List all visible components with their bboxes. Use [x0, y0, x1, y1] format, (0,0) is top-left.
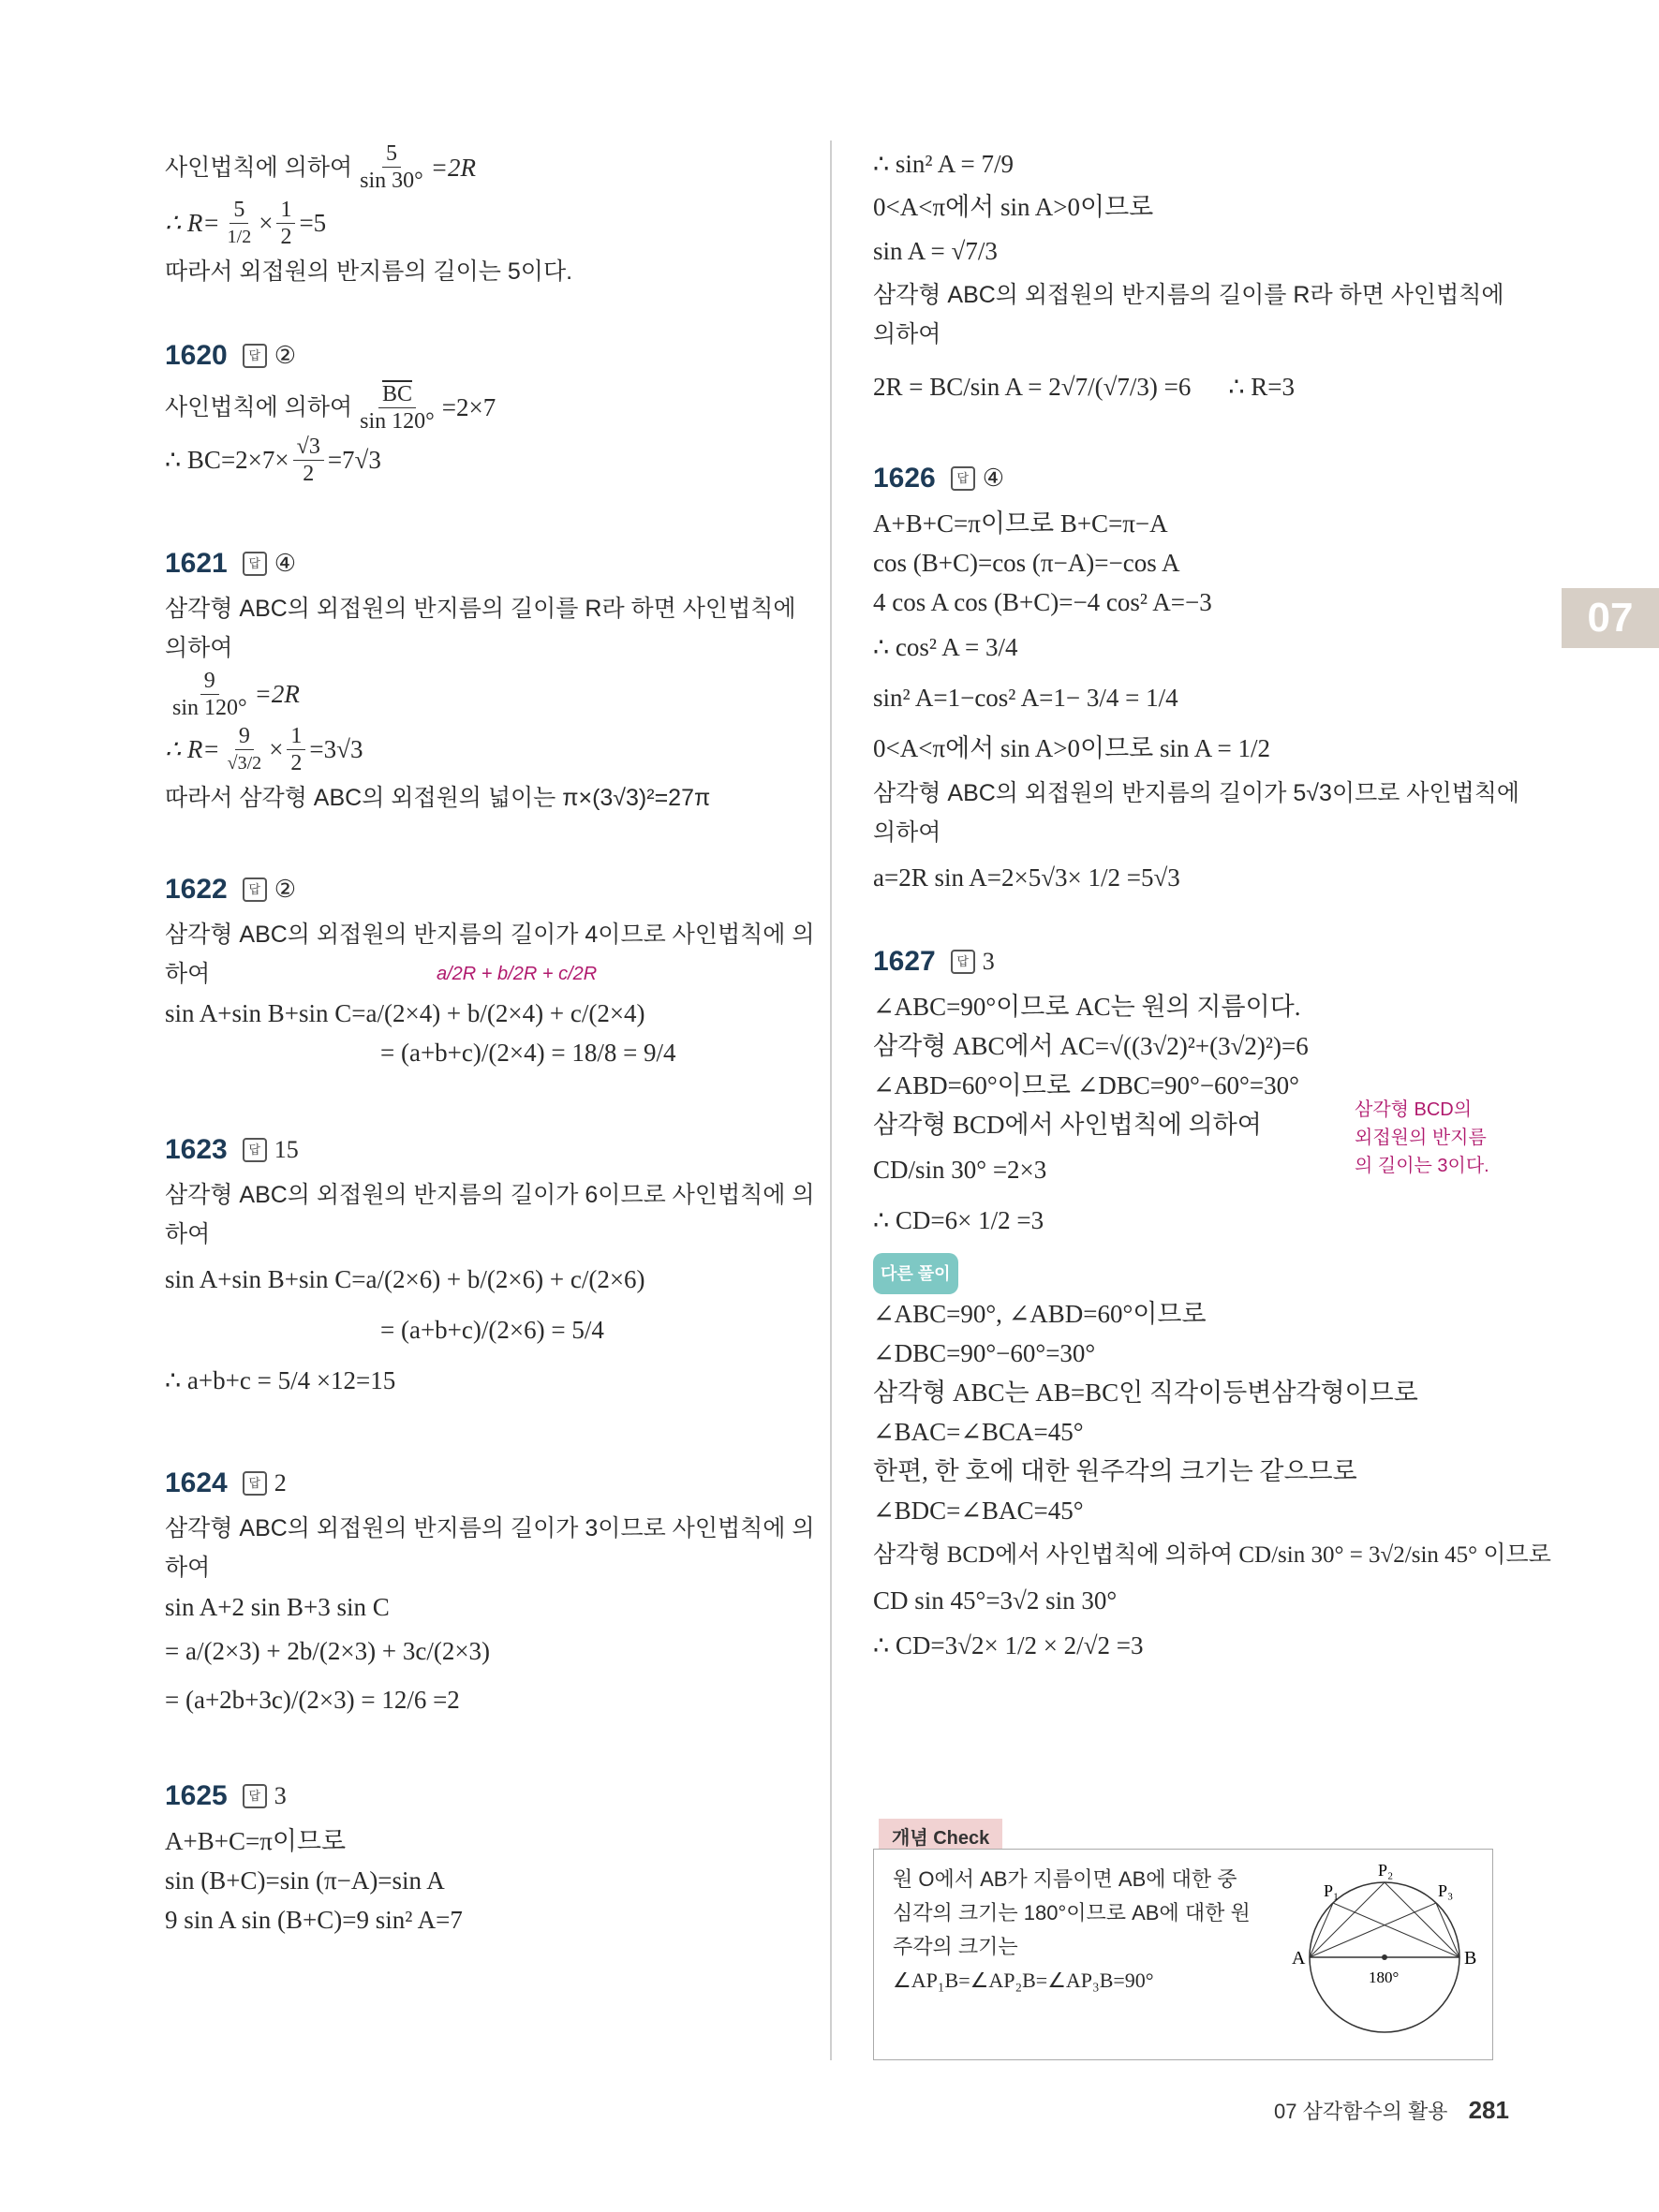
p1627-side-note: 삼각형 BCD의 외접원의 반지름 의 길이는 3이다.	[1355, 1099, 1489, 1176]
intro-fraction: $\frac{5}{\sin 30^\circ}$	[360, 141, 423, 193]
answer-icon: 답	[243, 877, 267, 902]
intro-text: 사인법칙에 의하여	[165, 154, 353, 181]
problem-1620-header: 1620 답 ②	[165, 340, 297, 371]
p1620-line-2: ∴ BC=2×7× $\frac{√3}{2}$ =7√3	[165, 434, 381, 486]
left-column: 사인법칙에 의하여 $\frac{5}{\sin 30^\circ}$ =2R ∴ R= $\frac{5}{1/2}$ × $\frac{1}{2}$ =5 따라서 외접원의 반지름의 길이는 5이다. 1620 답 ② 사인법칙에 의하여 $\frac{\overline{BC}}{\sin 120^\circ}$ =2×7 ∴ BC=2×7× $\frac{√3}{2}$ =7√3 1621 답 ④ 삼각형 ABC의 외접원의 반지름의 길이를 R라 하면 사인법칙에 의하여 $\frac{9}{\sin 120^\circ}$ =2R ∴ R= $\frac{9}{√3/2}$ × $\frac{1}{2}$ =3√3 따라서 삼각형 ABC의 외접원의 넓이는 π×(3√3)²=27π 1622 답 ② 삼각형 ABC의 외접원의 반지름의 길이가 4이므로 사인법칙에 의 하여 a/2R + b/2R + c/2R sin A+sin B+sin C= a/(2×4) + b/(2×4) + c/(2×4) = (a+b+c)/(2×4) = 18/8 = 9/4 1623 답 15 삼각형 ABC의 외접원의 반지름의 길이가 6이므로 사인법칙에 의 하여 sin A+sin B+sin C= a/(2×6) + b/(2×6) + c/(2×6) = (a+b+c)/(2×6) = 5/4 ∴ a+b+c = 5/4 ×12=15 1624 답 2 삼각형 ABC의 외접원의 반지름의 길이가 3이므로 사인법칙에 의 하여 sin A+2 sin B+3 sin C = a/(2×3) + 2b/(2×3) + 3c/(2×3) = (a+2b+3c)/(2×3) = 12/6 =2 1625 답 3 A+B+C=π이므로 sin (B+C)=sin (π−A)=sin A 9 sin A sin (B+C)=9 sin² A=7	[165, 141, 815, 1934]
problem-1624-header: 1624 답 2	[165, 1467, 287, 1498]
problem-1622-header: 1622 답 ②	[165, 874, 297, 905]
label-p3: P₃	[1438, 1881, 1454, 1900]
answer-icon: 답	[243, 1471, 267, 1496]
problem-1623-header: 1623 답 15	[165, 1134, 299, 1165]
label-b: B	[1464, 1948, 1477, 1969]
concept-check-box: 원 O에서 AB가 지름이면 AB에 대한 중 심각의 크기는 180°이므로 AB에 대한 원 주각의 크기는 ∠AP₁B=∠AP₂B=∠AP₃B=90° P₁ P₂ P₃ A B 180°	[873, 1849, 1493, 2060]
alt-solution-tag: 다른 풀이	[873, 1253, 958, 1294]
problem-1626-header: 1626 답 ④	[873, 463, 1005, 494]
problem-1621-header: 1621 답 ④	[165, 548, 297, 579]
center-o	[1382, 1954, 1387, 1960]
problem-1627-header: 1627 답 3	[873, 946, 995, 977]
intro-line-1: 사인법칙에 의하여 $\frac{5}{\sin 30^\circ}$ =2R	[165, 141, 476, 193]
intro-line-3: 따라서 외접원의 반지름의 길이는 5이다.	[165, 258, 573, 285]
label-p1: P₁	[1324, 1881, 1340, 1900]
answer-icon: 답	[243, 1138, 267, 1162]
line-ap3	[1310, 1903, 1436, 1957]
problem-1625-header: 1625 답 3	[165, 1780, 287, 1811]
intro-line-2: ∴ R= $\frac{5}{1/2}$ × $\frac{1}{2}$ =5	[165, 197, 327, 249]
answer-icon: 답	[243, 1784, 267, 1808]
footer-chapter: 07 삼각함수의 활용	[1274, 2100, 1448, 2123]
column-divider	[830, 140, 832, 2060]
label-a: A	[1292, 1948, 1306, 1969]
answer-icon: 답	[243, 552, 267, 576]
concept-check-title: 개념 Check	[879, 1819, 1002, 1853]
p1620-line-1: 사인법칙에 의하여 $\frac{\overline{BC}}{\sin 120^\circ}$ =2×7	[165, 381, 496, 434]
circle-diagram	[1286, 1859, 1483, 2051]
answer-icon: 답	[951, 466, 975, 491]
p1622-annotation: a/2R + b/2R + c/2R	[437, 964, 598, 984]
answer-icon: 답	[243, 344, 267, 368]
label-p2: P₂	[1378, 1861, 1394, 1880]
label-180: 180°	[1369, 1969, 1400, 1986]
page-number: 281	[1468, 2096, 1509, 2124]
right-column: ∴ sin² A = 7/9 0<A<π에서 sin A>0이므로 sin A = √7/3 삼각형 ABC의 외접원의 반지름의 길이를 R라 하면 사인법칙에 의하여 2R = BC/sin A = 2√7/(√7/3) =6 ∴ R=3 1626 답 ④ A+B+C=π이므로 B+C=π−A cos (B+C)=cos (π−A)=−cos A 4 cos A cos (B+C)=−4 cos² A=−3 ∴ cos² A = 3/4 sin² A=1−cos² A=1− 3/4 = 1/4 0<A<π에서 sin A>0이므로 sin A = 1/2 삼각형 ABC의 외접원의 반지름의 길이가 5√3이므로 사인법칙에 의하여 a=2R sin A=2×5√3× 1/2 =5√3 1627 답 3 ∠ABC=90°이므로 AC는 원의 지름이다. 삼각형 ABC에서 AC=√((3√2)²+(3√2)²)=6 ∠ABD=60°이므로 ∠DBC=90°−60°=30° 삼각형 BCD에서 사인법칙에 의하여 CD/sin 30° =2×3 ∴ CD=6× 1/2 =3 삼각형 BCD의 외접원의 반지름 의 길이는 3이다. 다른 풀이 ∠ABC=90°, ∠ABD=60°이므로 ∠DBC=90°−60°=30° 삼각형 ABC는 AB=BC인 직각이등변삼각형이므로 ∠BAC=∠BCA=45° 한편, 한 호에 대한 원주각의 크기는 같으므로 ∠BDC=∠BAC=45° 삼각형 BCD에서 사인법칙에 의하여 CD/sin 30° = 3√2/sin 45° 이므로 CD sin 45°=3√2 sin 30° ∴ CD=3√2× 1/2 × 2/√2 =3	[873, 150, 1551, 1659]
line-p1b	[1333, 1903, 1459, 1957]
chapter-tab: 07	[1562, 588, 1659, 648]
page-footer	[1274, 2096, 1509, 2125]
answer-icon: 답	[951, 950, 975, 974]
